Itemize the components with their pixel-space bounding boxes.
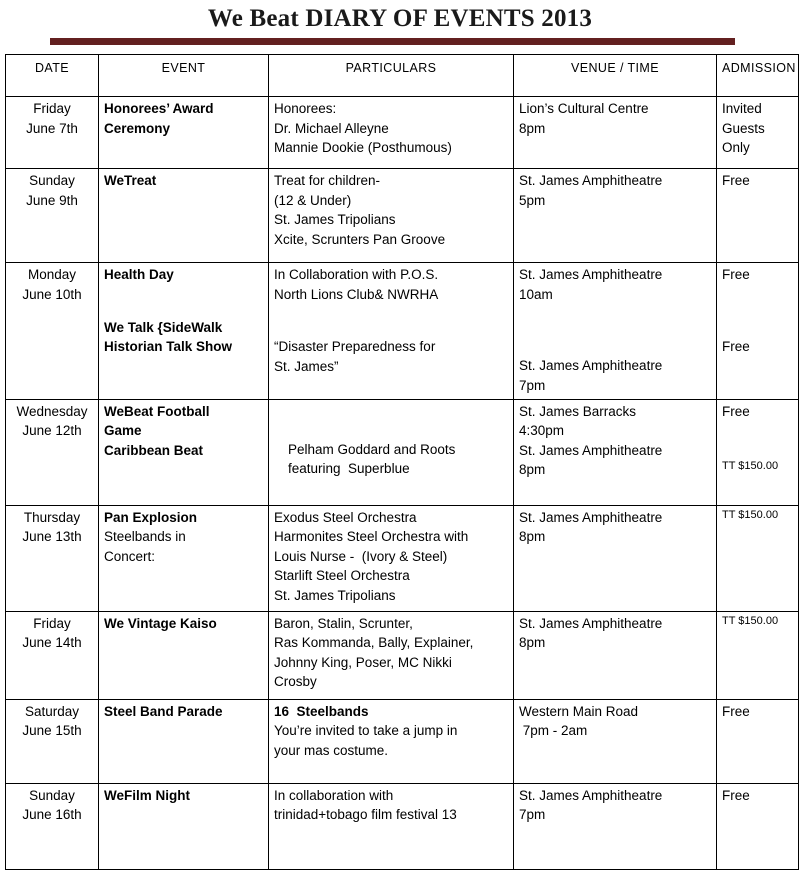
cell-particulars [269,505,514,611]
date-date: June 14th [22,635,82,651]
table-header-row [6,55,799,97]
event-line-2: Steelbands in [104,529,186,545]
particulars-line-1: In collaboration with [274,787,394,803]
admission-spacer [722,285,793,304]
admission-line-1: Free [722,403,750,419]
venue-line-3: St. James Amphitheatre [519,358,663,374]
cell-venue-time [514,505,717,611]
cell-particulars [269,263,514,399]
cell-date [6,611,99,699]
cell-admission [717,97,799,169]
cell-date [6,783,99,869]
particulars-spacer-2 [274,323,508,337]
admission-line-2: TT $150.00 [722,460,779,473]
table-row [6,611,799,699]
particulars-spacer [274,402,508,421]
cell-venue-time [514,611,717,699]
cell-admission [717,699,799,783]
table-row [6,169,799,263]
admission-line-1: TT $150.00 [722,508,779,521]
cell-particulars [269,97,514,169]
venue-line-1: St. James Amphitheatre [519,787,663,803]
events-table [5,54,799,869]
cell-event [99,399,269,505]
particulars-line-4: Starlift Steel Orchestra [274,568,410,584]
table-row [6,263,799,399]
admission-line-1: Free [722,787,750,803]
cell-date [6,399,99,505]
particulars-line-1: Exodus Steel Orchestra [274,509,417,525]
event-line-1: Steel Band Parade [104,703,223,719]
venue-spacer-2 [519,323,711,342]
particulars-line-3: Mannie Dookie (Posthumous) [274,140,452,156]
event-line-1: WeTreat [104,173,157,189]
events-table-container [5,54,798,869]
admission-spacer-3 [722,323,793,337]
venue-line-2: 7pm - 2am [519,723,588,739]
event-spacer-2 [104,304,263,318]
cell-particulars [269,169,514,263]
table-row [6,783,799,869]
venue-line-1: St. James Amphitheatre [519,615,663,631]
admission-line-1: Free [722,703,750,719]
column-header-admission: ADMISSION [717,55,799,97]
venue-line-4: 8pm [519,462,546,478]
particulars-line-2: (12 & Under) [274,192,352,208]
date-day: Friday [33,615,71,631]
date-date: June 12th [22,423,82,439]
particulars-line-1: Treat for children- [274,173,381,189]
venue-line-3: St. James Amphitheatre [519,442,663,458]
venue-line-1: St. James Amphitheatre [519,509,663,525]
venue-line-1: Lion’s Cultural Centre [519,101,649,117]
date-day: Friday [33,101,71,117]
particulars-line-4: Xcite, Scrunters Pan Groove [274,231,446,247]
table-row [6,505,799,611]
event-line-1: Pan Explosion [104,509,198,525]
date-day: Monday [27,267,77,283]
particulars-line-1: Baron, Stalin, Scrunter, [274,615,413,631]
table-row [6,97,799,169]
particulars-line-2: featuring Superblue [288,461,410,477]
particulars-line-2: Harmonites Steel Orchestra with [274,529,469,545]
cell-particulars [269,783,514,869]
admission-line-1: Free [722,267,750,283]
event-line-1: Honorees’ Award [104,101,214,117]
cell-event [99,783,269,869]
particulars-line-1: Pelham Goddard and Roots [288,441,456,457]
particulars-line-2: Dr. Michael Alleyne [274,120,389,136]
particulars-line-4: Crosby [274,674,317,690]
cell-event [99,611,269,699]
particulars-line-1: 16 Steelbands [274,703,369,719]
table-body [6,97,799,869]
date-date: June 10th [22,286,82,302]
particulars-line-3: your mas costume. [274,742,389,758]
date-day: Thursday [23,509,81,525]
event-line-1: Health Day [104,267,174,283]
particulars-line-2: You’re invited to take a jump in [274,723,458,739]
cell-venue-time [514,263,717,399]
particulars-spacer-2 [274,421,508,440]
date-day: Saturday [24,703,80,719]
venue-line-2: 8pm [519,529,546,545]
table-header [6,55,799,97]
cell-venue-time [514,783,717,869]
particulars-spacer [274,304,508,323]
particulars-line-2: Ras Kommanda, Bally, Explainer, [274,635,474,651]
title-underline-bar [50,38,735,45]
table-row [6,699,799,783]
date-day: Sunday [29,173,75,189]
particulars-line-1: In Collaboration with P.O.S. [274,267,439,283]
cell-event [99,97,269,169]
table-row [6,399,799,505]
admission-line-2: Free [722,338,750,354]
date-date: June 7th [26,120,78,136]
venue-spacer-3 [519,342,711,356]
date-day: Wednesday [16,403,88,419]
particulars-line-3: Louis Nurse - (Ivory & Steel) [274,548,448,564]
cell-date [6,97,99,169]
cell-particulars [269,399,514,505]
particulars-line-3: “Disaster Preparedness for [274,339,436,355]
venue-line-1: St. James Amphitheatre [519,267,663,283]
particulars-line-2: North Lions Club& NWRHA [274,286,439,302]
venue-line-2: 7pm [519,807,546,823]
cell-event [99,505,269,611]
date-date: June 15th [22,723,82,739]
particulars-line-3: St. James Tripolians [274,212,396,228]
cell-admission [717,505,799,611]
cell-date [6,263,99,399]
cell-venue-time [514,699,717,783]
venue-line-1: Western Main Road [519,703,639,719]
admission-line-1: Invited [722,101,762,117]
admission-line-1: TT $150.00 [722,614,779,627]
cell-event [99,169,269,263]
venue-line-2: 5pm [519,192,546,208]
particulars-line-1: Honorees: [274,101,337,117]
cell-event [99,263,269,399]
admission-spacer-2 [722,304,793,323]
event-line-3: Historian Talk Show [104,339,233,355]
cell-particulars [269,699,514,783]
venue-line-2: 8pm [519,635,546,651]
venue-line-2: 8pm [519,120,546,136]
cell-particulars [269,611,514,699]
cell-venue-time [514,97,717,169]
column-header-particulars: PARTICULARS [269,55,514,97]
cell-admission [717,611,799,699]
cell-admission [717,263,799,399]
venue-spacer [519,304,711,323]
event-line-3: Caribbean Beat [104,442,204,458]
cell-venue-time [514,399,717,505]
cell-admission [717,399,799,505]
column-header-venue-time: VENUE / TIME [514,55,717,97]
cell-admission [717,169,799,263]
venue-line-2: 4:30pm [519,423,565,439]
particulars-line-2: trinidad+tobago film festival 13 [274,807,457,823]
cell-venue-time [514,169,717,263]
venue-line-1: St. James Barracks [519,403,637,419]
particulars-line-5: St. James Tripolians [274,587,396,603]
event-line-1: WeBeat Football [104,403,210,419]
admission-line-3: Only [722,140,750,156]
event-line-3: Concert: [104,548,156,564]
column-header-event: EVENT [99,55,269,97]
event-line-2: Ceremony [104,120,171,136]
page-title: We Beat DIARY OF EVENTS 2013 [207,5,593,32]
admission-spacer [722,421,793,440]
date-date: June 9th [26,192,78,208]
particulars-line-4: St. James” [274,358,339,374]
particulars-line-3: Johnny King, Poser, MC Nikki [274,654,452,670]
cell-date [6,505,99,611]
venue-line-1: St. James Amphitheatre [519,173,663,189]
event-line-2: We Talk {SideWalk [104,319,223,335]
admission-spacer-2 [722,440,793,459]
column-header-date: DATE [6,55,99,97]
event-spacer [104,285,263,304]
event-line-1: We Vintage Kaiso [104,615,217,631]
venue-line-2: 10am [519,286,553,302]
date-date: June 13th [22,529,82,545]
cell-date [6,699,99,783]
cell-date [6,169,99,263]
admission-line-2: Guests [722,120,765,136]
cell-event [99,699,269,783]
event-line-1: WeFilm Night [104,787,190,803]
admission-line-1: Free [722,173,750,189]
cell-admission [717,783,799,869]
title-rule-container [0,32,800,45]
event-line-2: Game [104,423,142,439]
date-day: Sunday [29,787,75,803]
venue-line-4: 7pm [519,377,546,393]
date-date: June 16th [22,807,82,823]
